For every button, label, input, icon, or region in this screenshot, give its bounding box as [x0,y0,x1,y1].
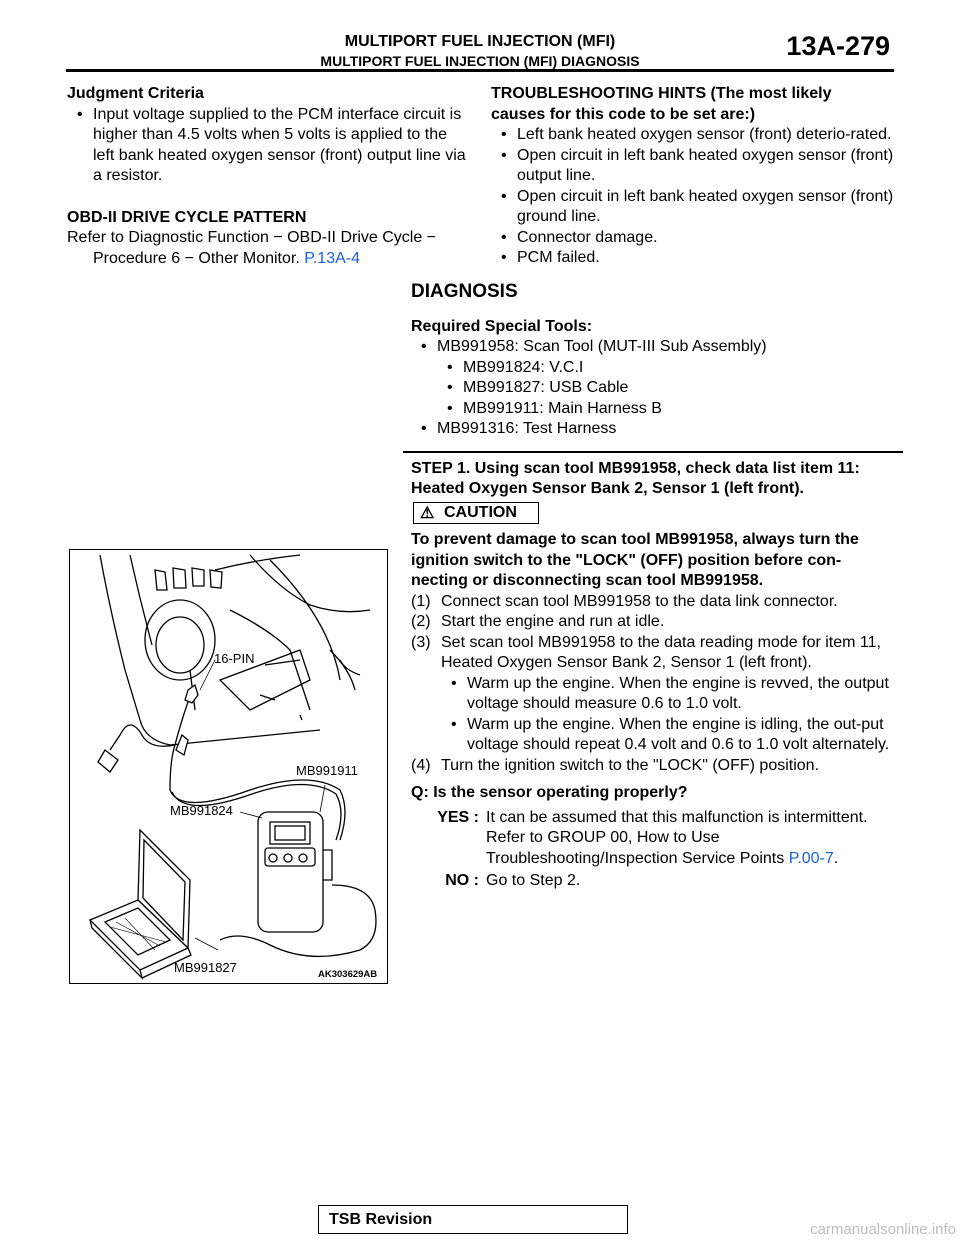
tsb-revision-label: TSB Revision [329,1211,433,1228]
step-text: Turn the ignition switch to the "LOCK" (OFF) position. [441,756,820,774]
tool-item: • MB991316: Test Harness [411,419,896,440]
step-text: Set scan tool MB991958 to the data reading mode for item 11, Heated Oxygen Sensor Bank 2, Sensor 1 (left front). [441,633,881,671]
illustration-figure [69,549,388,984]
no-label: NO : [445,872,479,889]
step-item [411,592,896,613]
step-number: (2) [411,613,431,630]
hints-list [491,125,896,269]
section-subtitle: MULTIPORT FUEL INJECTION (MFI) DIAGNOSIS [320,53,640,69]
tool-item: • MB991827: USB Cable [437,378,896,399]
question: Q: Is the sensor operating properly? [411,784,688,801]
tsb-revision-box [318,1205,628,1234]
header-rule [66,69,894,72]
step-number: (1) [411,592,431,610]
left-column [67,84,467,269]
tool-item: • MB991911: Main Harness B [437,399,896,420]
label-mb991827: MB991827 [174,960,237,975]
obd-text [67,228,467,269]
obd-link[interactable]: P.13A-4 [304,249,360,267]
step-number: (3) [411,633,431,651]
caution-label: CAUTION [444,503,517,521]
yes-label: YES : [437,808,479,826]
yes-link[interactable]: P.00-7 [788,849,834,867]
judgment-heading: Judgment Criteria [67,85,204,102]
sub-bullet: • Warm up the engine. When the engine is idling, the out-put voltage should repeat 0.4 volt and 0.6 to 1.0 volt alternately. [441,715,896,756]
label-16-pin: 16-PIN [214,651,255,666]
step-item [411,633,896,674]
step-item [411,612,896,633]
judgment-bullet: • Input voltage supplied to the PCM interface circuit is higher than 4.5 volts when 5 volts is applied to the left bank heated oxygen sensor (front) output line via a resistor. [67,105,467,187]
hint-item: • PCM failed. [491,248,896,269]
hint-item: • Open circuit in left bank heated oxygen sensor (front) ground line. [491,187,896,228]
sub-bullet: • Warm up the engine. When the engine is revved, the output voltage should measure 0.6 to 1.0 volt. [441,674,896,715]
no-answer [411,871,896,892]
right-column [411,84,896,892]
figure-id: AK303629AB [318,969,378,980]
page-number: 13A-279 [786,31,890,61]
section-title: MULTIPORT FUEL INJECTION (MFI) [344,33,616,50]
yes-answer [411,808,896,870]
hint-item: • Open circuit in left bank heated oxygen sensor (front) output line. [491,146,896,187]
hints-heading: TROUBLESHOOTING HINTS (The most likely causes for this code to be set are:) [491,85,832,123]
step-text: Start the engine and run at idle. [441,613,665,630]
warning-icon: ⚠ [420,504,435,522]
diagnosis-heading: DIAGNOSIS [411,280,518,302]
step-divider [403,451,903,453]
label-mb991824: MB991824 [170,803,233,818]
caution-badge [413,502,539,524]
step-heading: STEP 1. Using scan tool MB991958, check data list item 11: Heated Oxygen Sensor Bank 2, Sensor 1 (left front). [411,459,860,497]
tool-item: • MB991824: V.C.I [437,358,896,379]
step-item [411,756,896,777]
label-mb991911: MB991911 [296,763,358,778]
watermark: carmanualsonline.info [810,1220,956,1238]
yes-end: . [833,849,839,867]
yes-text: It can be assumed that this malfunction is intermittent. Refer to GROUP 00, How to Use Troubleshooting/Inspection Service Points [486,808,868,867]
obd-heading: OBD-II DRIVE CYCLE PATTERN [67,208,307,226]
no-text: Go to Step 2. [486,872,581,889]
tool-item: • MB991958: Scan Tool (MUT-III Sub Assembly) [411,337,896,358]
hint-item: • Left bank heated oxygen sensor (front) deterio-rated. [491,125,896,146]
obd-text-body: Refer to Diagnostic Function − OBD-II Drive Cycle − Procedure 6 − Other Monitor. [67,229,437,267]
hint-item: • Connector damage. [491,228,896,249]
step-text: Connect scan tool MB991958 to the data link connector. [441,592,838,610]
caution-text: To prevent damage to scan tool MB991958, always turn the ignition switch to the "LOCK" (OFF) position before con-necting or disconnecting scan tool MB991958. [411,531,859,589]
step-number: (4) [411,756,431,774]
tools-heading: Required Special Tools: [411,317,593,335]
